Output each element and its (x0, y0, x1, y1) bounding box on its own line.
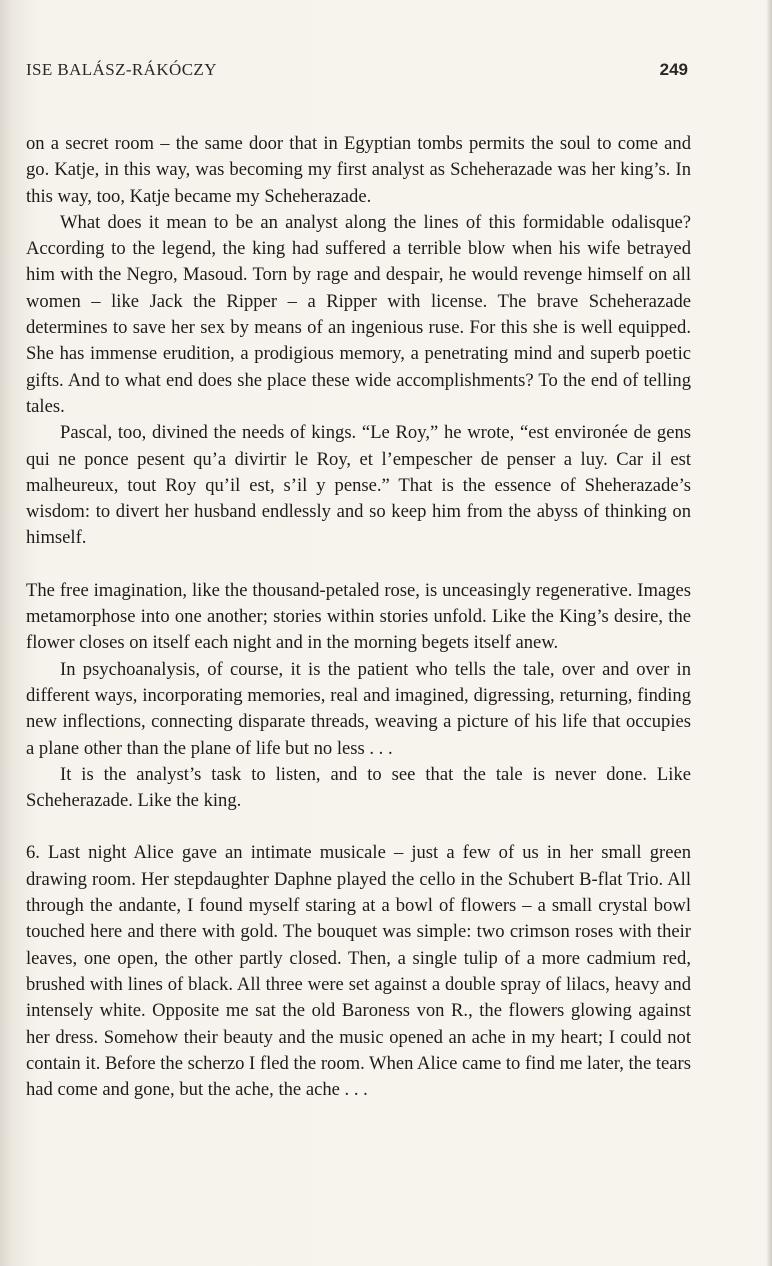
running-head: ISE BALÁSZ-RÁKÓCZY (26, 60, 217, 79)
section-paragraph: 6. Last night Alice gave an intimate musicale – just a few of us in her small green drawing room. Her stepdaughter Daphne played the cello in the Schubert B-flat Trio. All through the andante, I found myself staring at a bowl of flowers – a small crystal bowl touched here and there with gold. The bouquet was simple: two crimson roses with their leaves, one open, the other partly closed. Then, a single tulip of a more cadmium red, brushed with lines of black. All three were set against a double spray of lilacs, heavy and intensely white. Opposite me sat the old Baroness von R., the flowers glowing against her dress. Somehow their beauty and the music opened an ache in my heart; I could not contain it. Before the scherzo I fled the room. When Alice came to find me later, the tears had come and gone, but the ache, the ache . . . (26, 842, 691, 1101)
paragraph: In psychoanalysis, of course, it is the patient who tells the tale, over and over in different ways, incorporating memories, real and imagined, digressing, returning, finding new inflections, connecting disparate threads, weaving a picture of his life that occupies a plane other than the plane of life but no less . . . (26, 658, 691, 759)
page-header (26, 60, 688, 84)
page-edge (766, 0, 772, 1266)
paragraph: What does it mean to be an analyst along the lines of this formidable odalisque? According to the legend, the king had suffered a terrible blow when his wife betrayed him with the Negro, Masoud. Torn by rage and despair, he would revenge himself on all women – like Jack the Ripper – a Ripper with license. The brave Scheherazade determines to save her sex by means of an ingenious ruse. For this she is well equipped. She has immense erudition, a prodigious memory, a penetrating mind and superb poetic gifts. And to what end does she place these wide accomplishments? To the end of telling tales. (26, 211, 691, 417)
paragraph: The free imagination, like the thousand-petaled rose, is unceasingly regenerative. Images metamorphose into one another; stories within stories unfold. Like the King’s desire, the flower closes on itself each night and in the morning begets itself anew. (26, 579, 691, 654)
paragraph: on a secret room – the same door that in Egyptian tombs permits the soul to come and go. Katje, in this way, was becoming my first analyst as Scheherazade was her king’s. In this way, too, Katje became my Scheherazade. (26, 133, 691, 207)
page-number: 249 (659, 60, 688, 79)
page-body (26, 131, 691, 1103)
paragraph: Pascal, too, divined the needs of kings. “Le Roy,” he wrote, “est environée de gens qui ne ponce pesent qu’a divirtir le Roy, et l’empescher de penser a luy. Car il est malheureux, tout Roy qu’il est, s’il y pense.” That is the essence of Sheherazade’s wisdom: to divert her husband endlessly and so keep him from the abyss of thinking on himself. (26, 422, 691, 549)
paragraph: It is the analyst’s task to listen, and to see that the tale is never done. Like Scheherazade. Like the king. (26, 763, 691, 812)
